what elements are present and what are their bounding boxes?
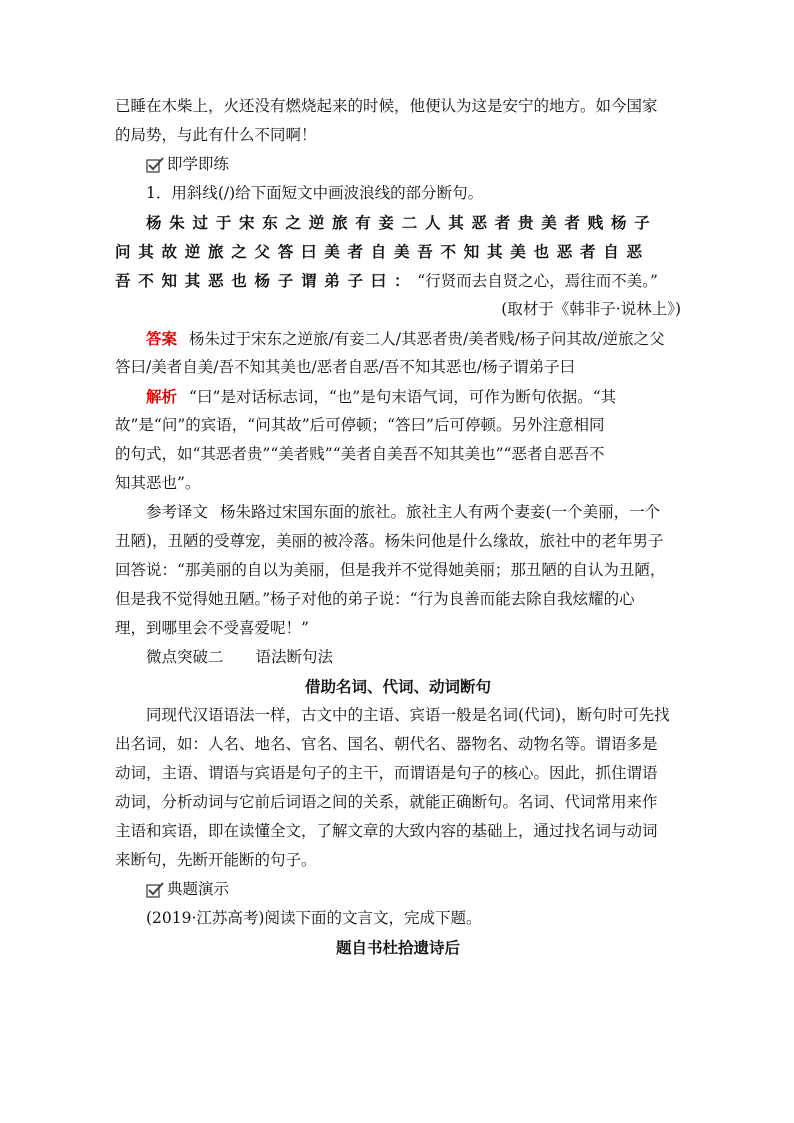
practice-source: (取材于《韩非子·说林上》): [501, 300, 681, 318]
section-body-line-2: 出名词，如：人名、地名、官名、国名、朝代名、器物名、动物名等。谓语多是: [115, 735, 658, 753]
analysis-line-2: 故”是“问”的宾语，“问其故”后可停顿；“答曰”后可停顿。另外注意相同: [115, 416, 605, 434]
translation-line-4: 但是我不觉得她丑陋。”杨子对他的弟子说：“行为良善而能去除自我炫耀的心: [115, 590, 635, 608]
translation-label: 参考译文: [146, 503, 209, 521]
example-heading: [115, 875, 681, 904]
practice-text-tail: “行贤而去自贤之心，焉往而不美。”: [417, 272, 658, 290]
answer-text-1: 杨朱过于宋东之逆旅/有妾二人/其恶者贵/美者贱/杨子问其故/逆旅之父: [189, 330, 665, 348]
document-page: [115, 92, 681, 962]
section-body-line-1: 同现代汉语语法一样，古文中的主语、宾语一般是名词(代词)，断句时可先找: [146, 706, 670, 724]
practice-heading: [115, 150, 681, 179]
practice-question: 1．用斜线(/)给下面短文中画波浪线的部分断句。: [146, 184, 484, 202]
example-heading-label: 典题演示: [167, 880, 230, 898]
translation-line-5: 理，到哪里会不受喜爱呢！”: [115, 619, 309, 637]
checkbox-icon: [146, 157, 164, 173]
translation-line-3: 回答说：“那美丽的自以为美丽，但是我并不觉得她美丽；那丑陋的自认为丑陋，: [115, 561, 666, 579]
analysis-text-1: “曰”是对话标志词，“也”是句末语气词，可作为断句依据。“其: [189, 388, 617, 406]
answer-line-2: 答曰/美者自美/吾不知其美也/恶者自恶/吾不知其恶也/杨子谓弟子曰: [115, 358, 576, 376]
section-body-line-5: 主语和宾语，即在读懂全文，了解文章的大致内容的基础上，通过找名词与动词: [115, 822, 658, 840]
translation-line-1: [115, 498, 681, 527]
analysis-line-4: 知其恶也”。: [115, 474, 201, 492]
example-intro: (2019·江苏高考)阅读下面的文言文，完成下题。: [146, 909, 482, 927]
section-subtitle: 借助名词、代词、动词断句: [304, 677, 491, 696]
translation-text-1: 杨朱路过宋国东面的旅社。旅社主人有两个妻妾(一个美丽，一个: [220, 503, 661, 521]
practice-heading-label: 即学即练: [167, 155, 230, 173]
intro-line-2: 的局势，与此有什么不同啊！: [115, 126, 317, 144]
section-title-right: 语法断句法: [255, 648, 334, 666]
section-body-line-4: 动词，分析动词与它前后词语之间的关系，就能正确断句。名词、代词常用来作: [115, 793, 658, 811]
answer-label: 答案: [146, 329, 178, 348]
analysis-line-1: [115, 382, 681, 411]
practice-text-line-3: [115, 266, 681, 295]
section-title-left: 微点突破二: [146, 648, 224, 666]
analysis-line-3: 的句式，如“其恶者贵”“美者贱”“美者自美吾不知其美也”“恶者自恶吾不: [115, 445, 605, 463]
intro-line-1: 已睡在木柴上，火还没有燃烧起来的时候，他便认为这是安宁的地方。如今国家: [115, 97, 658, 115]
section-body-line-3: 动词，主语、谓语与宾语是句子的主干，而谓语是句子的核心。因此，抓住谓语: [115, 764, 658, 782]
practice-text-line-3-wavy: 吾不知其恶也杨子谓弟子曰：: [115, 271, 418, 290]
practice-text-line-2: 问其故逆旅之父答曰美者自美吾不知其美也恶者自恶: [115, 242, 650, 261]
section-body-line-6: 来断句，先断开能断的句子。: [115, 851, 317, 869]
translation-line-2: 丑陋)，丑陋的受尊宠，美丽的被冷落。杨朱问他是什么缘故，旅社中的老年男子: [115, 532, 664, 550]
answer-line-1: [115, 324, 681, 353]
analysis-label: 解析: [146, 387, 178, 406]
practice-text-line-1: 杨朱过于宋东之逆旅有妾二人其恶者贵美者贱杨子: [146, 213, 658, 232]
section-title: [115, 643, 681, 672]
checkbox-icon: [146, 882, 164, 898]
example-title: 题自书杜拾遗诗后: [335, 938, 460, 957]
